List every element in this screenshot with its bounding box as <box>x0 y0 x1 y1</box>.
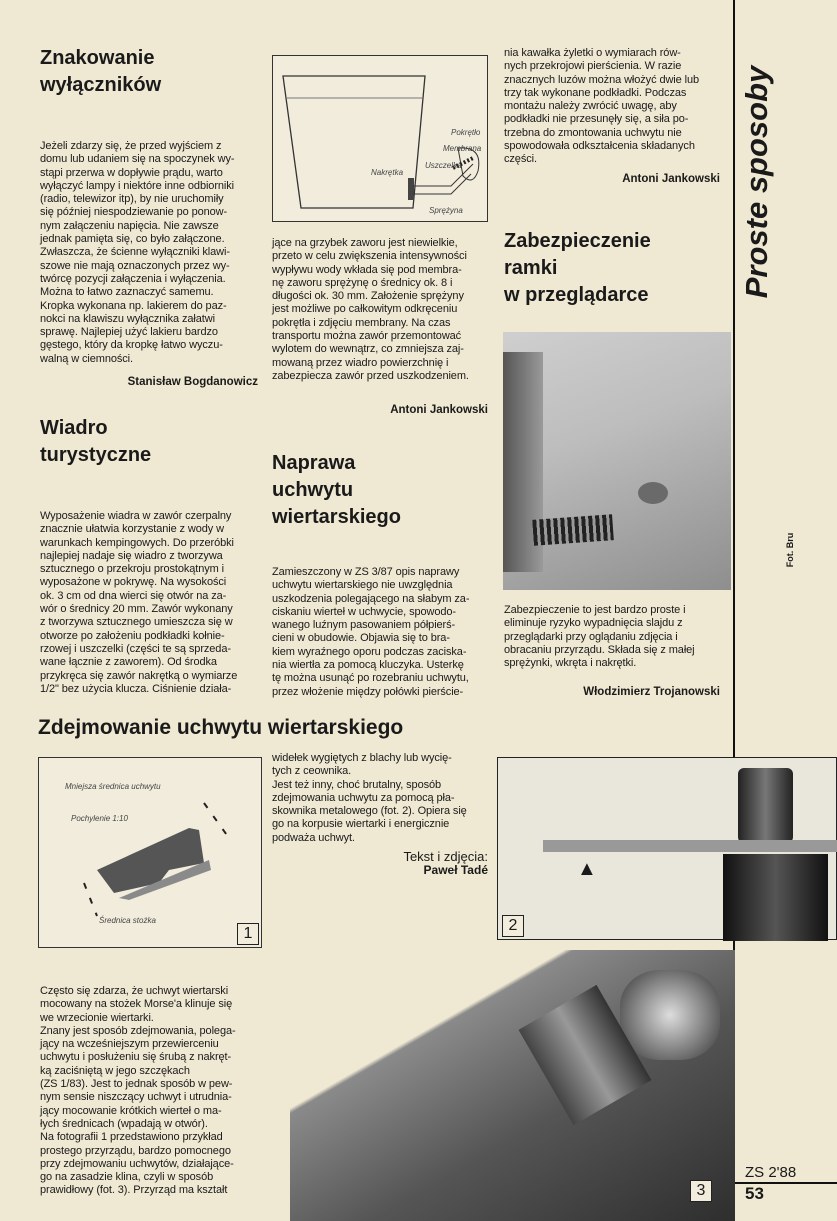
bucket-drawing <box>273 56 486 220</box>
author-bogdanowicz: Stanisław Bogdanowicz <box>127 376 258 388</box>
photo-2-flat-bar: ▲ 2 <box>497 757 837 940</box>
section-title: Proste sposoby <box>739 65 774 299</box>
page-number: 53 <box>745 1184 764 1203</box>
label-pokretlo: Pokrętło <box>451 128 481 137</box>
article-text-naprawa-1: Zamieszczony w ZS 3/87 opis naprawy uchwytu wiertarskiego nie uwzględnia uszkodzenia polegającego na słabym za- ciskaniu wierteł w uchwycie, spowodo- wanego luźnym pasowaniem półpierś- cieni w obudowie. Objawia się to bra- kiem wyraźnego oporu podczas zaciska- nia wiertła za pomocą kluczyka. Usterkę tę można usunąć po rozebraniu uchwytu, przez włożenie między połówki pierście- <box>272 566 470 698</box>
credit-author: Paweł Tadé <box>423 863 488 877</box>
photo-3-drill <box>290 950 735 1221</box>
label-uszczelka: Uszczelka <box>425 161 462 170</box>
article-text-zdejmowanie-bottom: Często się zdarza, że uchwyt wiertarski mocowany na stożek Morse'a klinuje się we wrzecionie wiertarki. Znany jest sposób zdejmowania, polega- jący na wcześniejszym przewierceniu uchwytu i posłużeniu się śrubą z nakręt- ką zaciśniętą w jego szczękach (ZS 1/83). Jest to jednak sposób w pew- nym sensie niszczący uchwyt i utrudnia- jący mocowanie krótkich wierteł o ma- łych średnicach (wpadają w otwór). Na fotografii 1 przedstawiono przykład prostego przyrządu, bardzo pomocnego przy zdejmowaniu uchwytów, działające- go na zasadzie klina, czyli w sposób prawidłowy (fot. 3). Przyrząd ma kształt <box>40 985 236 1197</box>
author-jankowski-1: Antoni Jankowski <box>390 404 488 416</box>
slide-viewer-photo <box>503 332 731 590</box>
article-text-znakowanie: Jeżeli zdarzy się, że przed wyjściem z domu lub udaniem się na spoczynek wy- stąpi przerwa w dopływie prądu, warto wyłączyć lampy i niektóre inne odbiorniki (radio, telewizor itp), by nie uruchomiły się później niespodziewanie po ponow- nym załączeniu napięcia. Nie zawsze jednak pamięta się, co było załączone. Zwłaszcza, że ścienne wyłączniki klawi- szowe nie mają oznaczonych przez wy- twórcę pozycji załączenia i wyłączenia. Można to łatwo zaznaczyć samemu. Kropka wykonana np. lakierem do paz- nokci na klawiszu wyłącznika załatwi sprawę. Najlepiej użyć lakieru bardzo gęstego, który da kropkę łatwo wyczu- walną w ciemności. <box>40 140 235 365</box>
bucket-diagram <box>272 55 488 222</box>
issue-label: ZS 2'88 <box>745 1164 797 1181</box>
article-text-wiadro-1: Wyposażenie wiadra w zawór czerpalny znacznie ułatwia korzystanie z wody w warunkach kempingowych. Do przeróbki najlepiej nadaje się wiadro z tworzywa sztucznego o przekroju prostokątnym i wyposażone w pokrywę. Na wysokości ok. 3 cm od dna wierci się otwór na za- wór o średnicy 20 mm. Zawór wykonany z tworzywa sztucznego umieszcza się w otworze po założeniu podkładki kołnie- rzowej i uszczelki (części te są sprzeda- wane łącznie z zaworem). Od środka przykręca się zawór nakrętką o wymiarze 1/2" bez użycia klucza. Ciśnienie działa- <box>40 510 238 695</box>
heading-ramka: Zabezpieczenie ramki w przeglądarce <box>504 230 651 306</box>
heading-znakowanie: Znakowanie wyłączników <box>40 47 162 96</box>
label-membrana: Membrana <box>443 144 482 153</box>
article-text-ramka: Zabezpieczenie to jest bardzo proste i eliminuje ryzyko wypadnięcia slajdu z przeglądarki przy oglądaniu zdjęcia i obracaniu przyrządu. Składa się z małej sprężynki, wkręta i nakrętki. <box>504 604 695 670</box>
heading-naprawa: Naprawa uchwytu wiertarskiego <box>272 452 401 528</box>
credit-label: Tekst i zdjęcia: <box>403 849 488 864</box>
figure-number-2: 2 <box>502 915 524 937</box>
heading-wiadro: Wiadro turystyczne <box>40 417 152 466</box>
article-text-naprawa-2: nia kawałka żyletki o wymiarach rów- nych przekrojowi pierścienia. W razie znacznych luzów można włożyć dwie lub trzy tak wykonane podkładki. Podczas montażu należy zwrócić uwagę, aby podkładki nie przesunęły się, a siła po- trzebna do zmontowania uchwytu nie spowodowała odkształcenia składanych części. <box>504 47 699 166</box>
label-mniejsza-srednica: Mniejsza średnica uchwytu <box>65 782 161 791</box>
label-sprezyna: Sprężyna <box>429 206 463 215</box>
author-jankowski-2: Antoni Jankowski <box>622 173 720 185</box>
figure-number-1: 1 <box>237 923 259 945</box>
article-text-wiadro-2: jące na grzybek zaworu jest niewielkie, przeto w celu zwiększenia intensywności wypływu wody wkłada się pod membra- nę zaworu sprężynę o średnicy ok. 8 i długości ok. 30 mm. Założenie sprężyny jest możliwe po całkowitym odkręceniu pokrętła i zdjęciu membrany. Na czas transportu można zawór przemontować wylotem do wewnątrz, co zmniejsza zaj- mowaną przez wiadro powierzchnię i zabezpiecza zawór przed uszkodzeniem. <box>272 237 469 382</box>
wedge-diagram <box>38 757 262 948</box>
heading-zdejmowanie: Zdejmowanie uchwytu wiertarskiego <box>38 716 404 739</box>
label-srednica-stozka: Średnica stożka <box>99 916 156 925</box>
article-text-zdejmowanie-right: widełek wygiętych z blachy lub wycię- tych z ceownika. Jest też inny, choć brutalny, sposób zdejmowania uchwytu za pomocą pła- skownika metalowego (fot. 2). Opiera się go na korpusie wiertarki i energicznie podważa uchwyt. <box>272 752 467 844</box>
figure-number-3: 3 <box>690 1180 712 1202</box>
label-pochylenie: Pochylenie 1:10 <box>71 814 128 823</box>
photo-credit: Fot. Bru <box>785 532 795 568</box>
author-trojanowski: Włodzimierz Trojanowski <box>583 686 720 698</box>
label-nakretka: Nakrętka <box>371 168 404 177</box>
